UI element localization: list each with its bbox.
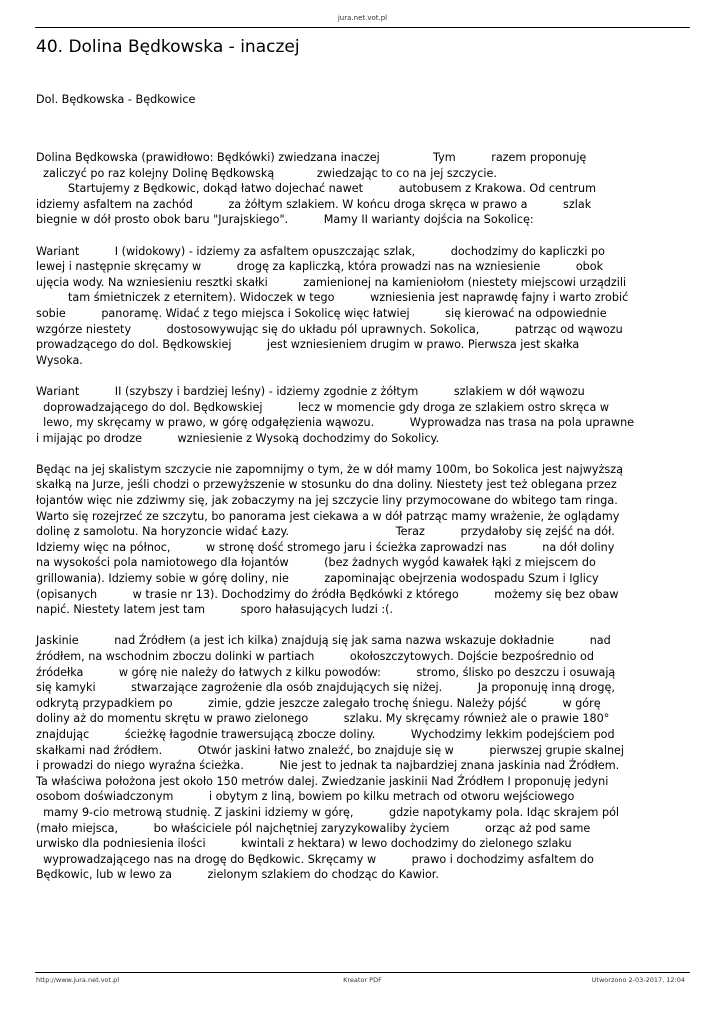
text-line: napić. Niestety latem jest tam sporo hałasujących ludzi :(. [36, 603, 394, 617]
footer-generator: Kreator PDF [343, 976, 382, 984]
article-body [36, 150, 686, 899]
text-line: Jaskinie nad Źródłem (a jest ich kilka) znajdują się jak sama nazwa wskazuje dokładnie nad [36, 634, 611, 648]
text-line: źródełka w górę nie należy do łatwych z kilku powodów: stromo, ślisko po deszczu i osuwają [36, 665, 616, 679]
text-line: dolinę z samolotu. Na horyzoncie widać Łazy. Teraz przydałoby się zejść na dół. [36, 525, 615, 539]
text-line: tam śmietniczek z eternitem). Widoczek w tego wzniesienia jest naprawdę fajny i warto zrobić [36, 291, 629, 305]
paragraph [36, 244, 686, 369]
text-line: Wysoka. [36, 353, 83, 367]
text-line: Będkowic, lub w lewo za zielonym szlakiem do chodząc do Kawior. [36, 868, 439, 882]
text-line: Będąc na jej skalistym szczycie nie zapomnijmy o tym, że w dół mamy 100m, bo Sokolica jest najwyższą [36, 462, 623, 476]
text-line: mamy 9-cio metrową studnię. Z jaskini idziemy w górę, gdzie napotykamy pola. Idąc skrajem pól [36, 805, 620, 819]
text-line: ujęcia wody. Na wzniesieniu resztki skałki zamienionej na kamieniołom (niestety miejscowi urządzili [36, 275, 627, 289]
text-line: źródłem, na wschodnim zboczu dolinki w partiach okołoszczytowych. Dojście bezpośrednio od [36, 650, 594, 663]
text-line: urwisko dla podniesienia ilości kwintali z hektara) w lewo dochodzimy do zielonego szlaku [36, 837, 572, 851]
footer-created-date: Utworzono 2-03-2017, 12:04 [591, 976, 685, 984]
footer-rule [35, 972, 690, 973]
text-line: skałką na Jurze, jeśli chodzi o przewyższenie w stosunku do dna doliny. Niestety jest też oblegana przez [36, 478, 617, 492]
text-line: Warto się rozejrzeć ze szczytu, bo panorama jest ciekawa a w dół patrząc mamy wrażenie, że oglądamy [36, 509, 620, 523]
header-site-name: jura.net.vot.pl [337, 14, 388, 22]
text-line: lewo, my skręcamy w prawo, w górę odgałęzienia wąwozu. Wyprowadza nas trasa na pola uprawne [36, 416, 635, 430]
text-line: (opisanych w trasie nr 13). Dochodzimy do źródła Będkówki z którego możemy się bez obaw [36, 587, 619, 601]
footer-url: http://www.jura.net.vot.pl [36, 976, 120, 984]
text-line: i prowadzi do niego wyraźna ścieżka. Nie jest to jednak ta najbardziej znana jaskinia nad Źródłem. [36, 759, 620, 773]
text-line: skałkami nad źródłem. Otwór jaskini łatwo znaleźć, bo znajduje się w pierwszej grupie skalnej [36, 743, 625, 757]
text-line: wyprowadzającego nas na drogę do Będkowic. Skręcamy w prawo i dochodzimy asfaltem do [36, 852, 594, 866]
paragraph [36, 150, 686, 228]
text-line: sobie panoramę. Widać z tego miejsca i Sokolicę więc łatwiej się kierować na odpowiednie [36, 306, 607, 320]
page-title: 40. Dolina Będkowska - inaczej [36, 37, 300, 57]
text-line: odkrytą przypadkiem po zimie, gdzie jeszcze zalegało trochę śniegu. Należy pójść w górę [36, 696, 601, 710]
text-line: Idziemy więc na północ, w stronę dość stromego jaru i ścieżka zaprowadzi nas na dół doliny [36, 540, 615, 554]
paragraph [36, 462, 686, 618]
text-line: prowadzącego do dol. Będkowskiej jest wzniesieniem drugim w prawo. Pierwsza jest skałka [36, 338, 580, 352]
text-line: (mało miejsca, bo właściciele pól najchętniej zaryzykowaliby życiem orząc aż pod same [36, 821, 591, 835]
text-line: Ta właściwa położona jest około 150 metrów dalej. Zwiedzanie jaskinii Nad Źródłem I proponuję jedyni [36, 774, 609, 788]
paragraph [36, 633, 686, 883]
text-line: doprowadzającego do dol. Będkowskiej lecz w momencie gdy droga ze szlakiem ostro skręca w [36, 400, 610, 414]
text-line: doliny aż do momentu skrętu w prawo zielonego szlaku. My skręcamy również ale o prawie 180° [36, 712, 610, 726]
text-line: wzgórze niestety dostosowywując się do układu pól uprawnych. Sokolica, patrząc od wąwozu [36, 322, 623, 336]
text-line: zaliczyć po raz kolejny Dolinę Będkowską zwiedzając to co na jej szczycie. [36, 166, 497, 180]
text-line: na wysokości pola namiotowego dla łojantów (bez żadnych wygód kawałek łąki z miejscem do [36, 556, 596, 570]
text-line: Startujemy z Będkowic, dokąd łatwo dojechać nawet autobusem z Krakowa. Od centrum [36, 182, 596, 196]
text-line: grillowania). Idziemy sobie w górę doliny, nie zapominając obejrzenia wodospadu Szum i Iglicy [36, 572, 599, 586]
paragraph [36, 384, 686, 446]
text-line: biegnie w dół prosto obok baru "Jurajskiego". Mamy II warianty dojścia na Sokolicę: [36, 213, 534, 227]
text-line: Dolina Będkowska (prawidłowo: Będkówki) zwiedzana inaczej Tym razem proponuję [36, 151, 587, 164]
text-line: Wariant I (widokowy) - idziemy za asfaltem opuszczając szlak, dochodzimy do kapliczki po [36, 244, 605, 258]
text-line: i mijając po drodze wzniesienie z Wysoką dochodzimy do Sokolicy. [36, 431, 440, 445]
route-subtitle: Dol. Będkowska - Będkowice [36, 93, 196, 106]
text-line: lewej i następnie skręcamy w drogę za kapliczką, która prowadzi nas na wzniesienie obok [36, 260, 604, 274]
header-rule [35, 27, 690, 28]
text-line: się kamyki stwarzające zagrożenie dla osób znajdujących się niżej. Ja proponuję inną drogę, [36, 681, 615, 695]
text-line: idziemy asfaltem na zachód za żółtym szlakiem. W końcu droga skręca w prawo a szlak [36, 197, 592, 211]
text-line: znajdując ścieżkę łagodnie trawersującą zbocze doliny. Wychodzimy lekkim podejściem pod [36, 727, 615, 741]
text-line: Wariant II (szybszy i bardziej leśny) - idziemy zgodnie z żółtym szlakiem w dół wąwozu [36, 384, 585, 398]
text-line: łojantów więc nie zdziwmy się, jak zobaczymy na jej szczycie liny przymocowane do wbitego tam ringa. [36, 494, 618, 508]
text-line: osobom doświadczonym i obytym z liną, bowiem po kilku metrach od otworu wejściowego [36, 790, 575, 804]
